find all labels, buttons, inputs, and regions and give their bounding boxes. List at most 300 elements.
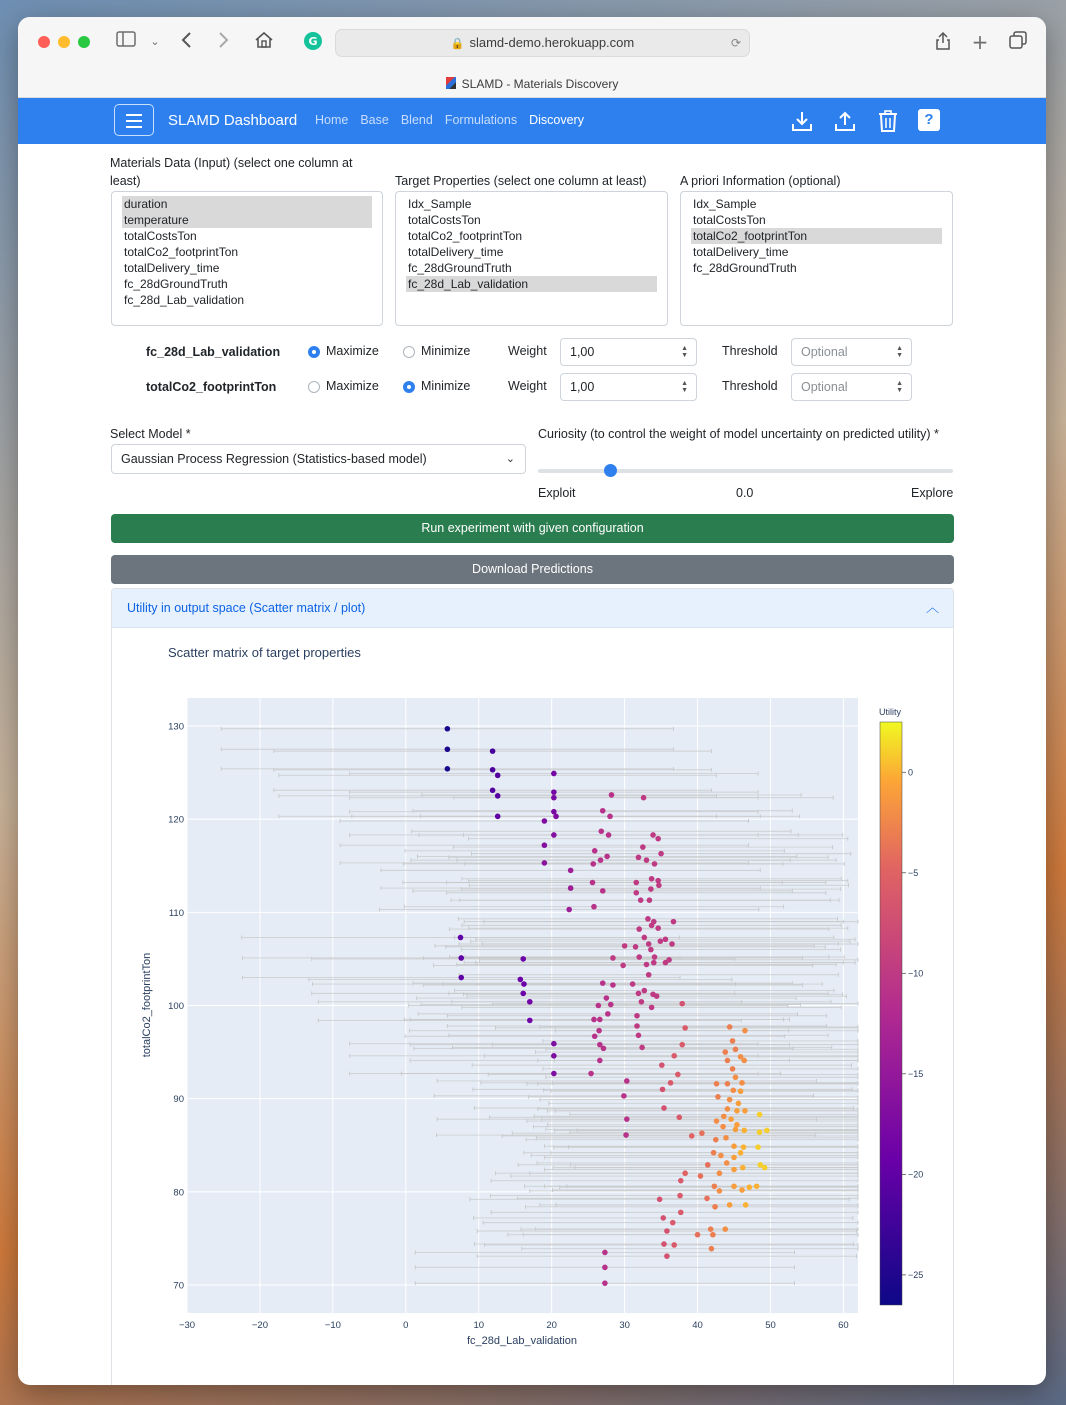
property-row	[18, 338, 1046, 368]
data-point	[604, 995, 610, 1001]
data-point	[636, 991, 642, 997]
colorbar-tick-label: −15	[908, 1068, 924, 1079]
data-point	[644, 962, 650, 968]
discovery-page	[18, 143, 1046, 1385]
data-point	[607, 814, 613, 820]
url-text: slamd-demo.herokuapp.com	[469, 35, 635, 50]
colorbar-tick-label: −10	[908, 968, 924, 979]
window-controls	[38, 36, 90, 48]
data-point	[445, 726, 451, 732]
y-tick-label: 130	[168, 721, 184, 733]
colorbar-tick-label: −5	[908, 867, 919, 878]
data-point	[608, 1002, 614, 1008]
data-point	[639, 1045, 645, 1051]
colorbar-tick-label: 0	[908, 767, 914, 778]
scatter-accordion	[111, 588, 954, 1385]
download-icon[interactable]	[790, 109, 814, 133]
download-predictions-button[interactable]: Download Predictions	[111, 555, 954, 584]
data-point	[647, 897, 653, 903]
data-point	[657, 1197, 663, 1203]
data-point	[722, 1226, 728, 1232]
data-point	[651, 960, 657, 966]
data-point	[742, 1108, 748, 1114]
threshold-input[interactable]	[791, 373, 912, 401]
data-point	[609, 792, 615, 798]
apriori-option[interactable]: totalDelivery_time	[693, 245, 789, 259]
data-point	[490, 787, 496, 793]
minimize-label[interactable]: Minimize	[421, 379, 471, 393]
data-point	[551, 771, 557, 777]
nav-base[interactable]: Base	[360, 113, 389, 127]
data-point	[671, 1242, 677, 1248]
data-point	[590, 861, 596, 867]
data-point	[521, 981, 527, 987]
data-point	[764, 1128, 770, 1134]
materials-option[interactable]: temperature	[122, 212, 372, 228]
data-point	[610, 955, 616, 961]
data-point	[658, 938, 664, 944]
materials-option[interactable]: fc_28dGroundTruth	[124, 277, 228, 291]
maximize-label[interactable]: Maximize	[326, 379, 379, 393]
targets-option[interactable]: totalCostsTon	[408, 213, 481, 227]
property-name: totalCo2_footprintTon	[146, 380, 277, 394]
data-point	[642, 988, 648, 994]
data-point	[714, 1081, 720, 1087]
data-point	[636, 926, 642, 932]
spinner-icon[interactable]: ▲ ▼	[681, 345, 688, 359]
data-point	[600, 980, 606, 986]
data-point	[604, 854, 610, 860]
upload-icon[interactable]	[833, 109, 857, 133]
data-point	[738, 1150, 744, 1156]
back-icon[interactable]	[176, 31, 198, 53]
data-point	[623, 1132, 629, 1138]
targets-option[interactable]: Idx_Sample	[408, 197, 472, 211]
data-point	[695, 1232, 701, 1238]
data-point	[610, 982, 616, 988]
y-tick-label: 70	[173, 1280, 184, 1292]
data-point	[742, 1028, 748, 1034]
targets-label: Target Properties (select one column at least)	[395, 174, 647, 188]
data-point	[705, 1162, 711, 1168]
materials-label: Materials Data (Input) (select one column at least)	[110, 156, 353, 188]
translate-reload-icon[interactable]: ⟳	[730, 36, 741, 50]
data-point	[602, 1265, 608, 1271]
data-point	[668, 1080, 674, 1086]
data-point	[649, 876, 655, 882]
nav-links	[315, 113, 584, 127]
data-point	[592, 1033, 598, 1039]
materials-option[interactable]: totalCostsTon	[124, 229, 197, 243]
minimize-radio[interactable]	[403, 381, 415, 393]
browser-window	[18, 17, 1046, 1385]
data-point	[741, 1128, 747, 1134]
data-point	[740, 1165, 746, 1171]
data-point	[655, 836, 661, 842]
data-point	[671, 1053, 677, 1059]
data-point	[660, 1087, 666, 1093]
nav-formulations[interactable]: Formulations	[444, 113, 518, 127]
minimize-radio[interactable]	[403, 346, 415, 358]
data-point	[495, 773, 501, 779]
data-point	[605, 1011, 611, 1017]
targets-listbox[interactable]	[395, 191, 668, 326]
model-select[interactable]	[111, 444, 526, 474]
sidebar-icon[interactable]	[115, 31, 137, 53]
weight-input[interactable]	[560, 373, 697, 401]
data-point	[596, 1003, 602, 1009]
colorbar	[880, 722, 902, 1305]
data-point	[597, 1017, 603, 1023]
model-value: Gaussian Process Regression (Statistics-based model)	[121, 452, 427, 466]
data-point	[727, 1024, 733, 1030]
apriori-option[interactable]: totalCo2_footprintTon	[691, 228, 942, 244]
data-point	[624, 1116, 630, 1122]
forward-icon[interactable]	[212, 31, 234, 53]
data-point	[490, 767, 496, 773]
curiosity-value: 0.0	[736, 486, 754, 500]
data-point	[710, 1232, 716, 1238]
data-point	[741, 1058, 747, 1064]
model-label: Select Model *	[110, 427, 191, 441]
materials-option[interactable]: totalDelivery_time	[124, 261, 220, 275]
x-tick-label: 0	[403, 1320, 409, 1331]
data-point	[592, 848, 598, 854]
data-point	[458, 975, 464, 981]
data-point	[664, 1253, 670, 1259]
data-point	[600, 888, 606, 894]
data-point	[639, 999, 645, 1005]
y-tick-label: 120	[168, 814, 184, 826]
threshold-label: Threshold	[722, 379, 778, 393]
apriori-option[interactable]: Idx_Sample	[693, 197, 757, 211]
spinner-icon[interactable]: ▲ ▼	[681, 380, 688, 394]
data-point	[658, 851, 664, 857]
data-point	[634, 1023, 640, 1029]
data-point	[728, 1116, 734, 1122]
data-point	[633, 880, 639, 886]
data-point	[642, 935, 648, 941]
maximize-label[interactable]: Maximize	[326, 344, 379, 358]
home-icon[interactable]	[253, 31, 275, 53]
data-point	[600, 808, 606, 814]
data-point	[711, 1150, 717, 1156]
chevron-down-icon[interactable]: ⌄	[150, 35, 160, 48]
chevron-down-icon: ⌄	[505, 453, 515, 465]
y-tick-label: 100	[168, 1001, 184, 1012]
colorbar-tick-label: −20	[908, 1169, 924, 1180]
x-tick-label: −10	[324, 1320, 341, 1331]
materials-option[interactable]: duration	[122, 196, 372, 212]
data-point	[669, 941, 675, 947]
data-point	[649, 1005, 655, 1011]
x-tick-label: 40	[692, 1320, 703, 1331]
apriori-option[interactable]: totalCostsTon	[693, 213, 766, 227]
threshold-placeholder: Optional	[801, 380, 848, 394]
materials-listbox[interactable]	[111, 191, 383, 326]
data-point	[620, 963, 626, 969]
maximize-radio[interactable]	[308, 346, 320, 358]
data-point	[650, 832, 656, 838]
data-point	[717, 1188, 723, 1194]
x-tick-label: 50	[765, 1320, 776, 1331]
data-point	[518, 977, 524, 983]
data-point	[621, 1093, 627, 1099]
data-point	[527, 999, 533, 1005]
data-point	[551, 832, 557, 838]
data-point	[598, 828, 604, 834]
grammarly-icon[interactable]	[302, 31, 324, 53]
data-point	[551, 1041, 557, 1047]
data-point	[645, 916, 651, 922]
data-point	[652, 954, 658, 960]
data-point	[724, 1160, 730, 1166]
data-point	[762, 1165, 768, 1171]
data-point	[733, 1074, 739, 1080]
scatter-chart	[112, 627, 953, 1385]
data-point	[661, 1105, 667, 1111]
chart-title: Scatter matrix of target properties	[168, 645, 361, 660]
data-point	[727, 1202, 733, 1208]
data-point	[633, 944, 639, 950]
data-point	[591, 904, 597, 910]
targets-option[interactable]: totalCo2_footprintTon	[408, 229, 523, 243]
data-point	[747, 1184, 753, 1190]
lock-icon: 🔒	[450, 38, 465, 50]
data-point	[743, 1202, 749, 1208]
data-point	[644, 857, 650, 863]
data-point	[527, 1018, 533, 1024]
data-point	[520, 991, 526, 997]
weight-value: 1,00	[570, 345, 595, 359]
data-point	[624, 1078, 630, 1084]
data-point	[709, 1246, 715, 1252]
menu-toggle-button[interactable]	[114, 104, 154, 136]
weight-value: 1,00	[570, 380, 595, 394]
data-point	[731, 1143, 737, 1149]
data-point	[678, 1210, 684, 1216]
data-point	[731, 1167, 737, 1173]
data-point	[542, 842, 548, 848]
data-point	[490, 748, 496, 754]
curiosity-slider-thumb[interactable]	[604, 464, 617, 477]
data-point	[738, 1088, 744, 1094]
data-point	[602, 1280, 608, 1286]
data-point	[733, 1046, 739, 1052]
accordion-title: Utility in output space (Scatter matrix / plot)	[127, 601, 366, 615]
data-point	[649, 923, 655, 929]
x-axis-label: fc_28d_Lab_validation	[466, 1335, 578, 1347]
data-point	[678, 1178, 684, 1184]
x-tick-label: −30	[178, 1320, 196, 1331]
data-point	[741, 1144, 747, 1150]
curiosity-slider-track[interactable]	[538, 469, 953, 473]
brand-title[interactable]: SLAMD Dashboard	[168, 112, 298, 129]
explore-label: Explore	[911, 486, 954, 500]
nav-blend[interactable]: Blend	[400, 113, 433, 127]
accordion-header[interactable]	[112, 589, 953, 628]
data-point	[730, 1087, 736, 1093]
targets-option[interactable]: fc_28dGroundTruth	[408, 261, 512, 275]
scatter-plot	[112, 627, 953, 1385]
nav-home[interactable]: Home	[315, 113, 349, 127]
data-point	[640, 844, 646, 850]
data-point	[682, 1025, 688, 1031]
y-tick-label: 110	[168, 907, 184, 919]
x-tick-label: 20	[546, 1320, 557, 1331]
data-point	[636, 954, 642, 960]
data-point	[596, 1028, 602, 1034]
data-point	[588, 1071, 594, 1077]
tab-overview-icon[interactable]	[1007, 31, 1029, 53]
targets-option[interactable]: totalDelivery_time	[408, 245, 504, 259]
data-point	[551, 795, 557, 801]
data-point	[671, 919, 677, 925]
data-point	[682, 1170, 688, 1176]
minimize-window-button[interactable]	[58, 36, 70, 48]
data-point	[551, 1053, 557, 1059]
data-point	[648, 886, 654, 892]
data-point	[699, 1130, 705, 1136]
data-point	[655, 925, 661, 931]
data-point	[601, 1046, 607, 1052]
data-point	[755, 1144, 761, 1150]
data-point	[646, 941, 652, 947]
data-point	[622, 943, 628, 949]
colorbar-tick-label: −25	[908, 1269, 924, 1280]
data-point	[757, 1112, 763, 1118]
nav-discovery[interactable]: Discovery	[529, 113, 584, 127]
threshold-input[interactable]	[791, 338, 912, 366]
weight-label: Weight	[508, 344, 547, 358]
data-point	[712, 1204, 718, 1210]
data-point	[725, 1081, 731, 1087]
data-point	[717, 1170, 723, 1176]
tab-title: SLAMD - Materials Discovery	[461, 77, 619, 91]
data-point	[677, 1193, 683, 1199]
maximize-radio[interactable]	[308, 381, 320, 393]
spinner-icon[interactable]: ▲ ▼	[896, 380, 903, 394]
x-tick-label: −20	[251, 1320, 268, 1331]
data-point	[633, 890, 639, 896]
data-point	[591, 1017, 597, 1023]
data-point	[725, 1106, 731, 1112]
data-point	[636, 1033, 642, 1039]
data-point	[757, 1129, 763, 1135]
data-point	[648, 947, 654, 953]
svg-text:G: G	[308, 35, 318, 48]
minimize-label[interactable]: Minimize	[421, 344, 471, 358]
data-point	[727, 1097, 733, 1103]
data-point	[754, 1183, 760, 1189]
browser-toolbar	[18, 17, 1046, 98]
new-tab-icon[interactable]: +	[971, 30, 989, 54]
weight-input[interactable]	[560, 338, 697, 366]
help-button[interactable]: ?	[918, 109, 940, 131]
data-point	[679, 1001, 685, 1007]
data-point	[568, 885, 574, 891]
spinner-icon[interactable]: ▲ ▼	[896, 345, 903, 359]
data-point	[725, 1058, 731, 1064]
chevron-up-icon[interactable]: ︿	[925, 600, 939, 615]
targets-option[interactable]: fc_28d_Lab_validation	[406, 276, 657, 292]
data-point	[679, 1042, 685, 1048]
apriori-option[interactable]: fc_28dGroundTruth	[693, 261, 797, 275]
data-point	[664, 1228, 670, 1234]
data-point	[718, 1153, 724, 1159]
data-point	[654, 993, 660, 999]
close-window-button[interactable]	[38, 36, 50, 48]
trash-icon[interactable]	[876, 109, 900, 133]
data-point	[721, 1114, 727, 1120]
exploit-label: Exploit	[538, 486, 576, 500]
data-point	[568, 868, 574, 874]
run-experiment-button[interactable]: Run experiment with given configuration	[111, 514, 954, 543]
data-point	[675, 1072, 681, 1078]
share-icon[interactable]	[932, 31, 954, 53]
data-point	[636, 855, 642, 861]
data-point	[731, 1183, 737, 1189]
data-point	[520, 956, 526, 962]
y-axis-label: totalCo2_footprintTon	[141, 952, 153, 1058]
active-tab[interactable]	[18, 77, 1046, 91]
data-point	[704, 1196, 710, 1202]
threshold-placeholder: Optional	[801, 345, 848, 359]
data-point	[606, 832, 612, 838]
data-point	[458, 935, 464, 941]
threshold-label: Threshold	[722, 344, 778, 358]
apriori-listbox[interactable]	[680, 191, 953, 326]
data-point	[715, 1094, 721, 1100]
materials-option[interactable]: totalCo2_footprintTon	[124, 245, 239, 259]
colorbar-title: Utility	[879, 707, 901, 717]
x-tick-label: 60	[838, 1320, 849, 1331]
data-point	[712, 1183, 718, 1189]
data-point	[445, 766, 451, 772]
data-point	[733, 1127, 739, 1133]
data-point	[660, 1215, 666, 1221]
zoom-window-button[interactable]	[78, 36, 90, 48]
data-point	[730, 1066, 736, 1072]
data-point	[495, 814, 501, 820]
data-point	[663, 937, 669, 943]
data-point	[634, 1013, 640, 1019]
data-point	[730, 1038, 736, 1044]
data-point	[458, 955, 464, 961]
data-point	[638, 897, 644, 903]
x-tick-label: 10	[473, 1320, 485, 1331]
address-bar[interactable]	[335, 29, 750, 57]
data-point	[542, 860, 548, 866]
x-tick-label: 30	[619, 1320, 630, 1331]
data-point	[661, 1241, 667, 1247]
data-point	[652, 861, 658, 867]
data-point	[677, 1115, 683, 1121]
data-point	[714, 1118, 720, 1124]
data-point	[739, 1080, 745, 1086]
data-point	[445, 746, 451, 752]
data-point	[646, 972, 652, 978]
data-point	[739, 1187, 745, 1193]
materials-option[interactable]: fc_28d_Lab_validation	[124, 293, 245, 307]
data-point	[736, 1101, 742, 1107]
y-tick-label: 80	[173, 1187, 184, 1199]
data-point	[731, 1155, 737, 1161]
y-tick-label: 90	[173, 1094, 184, 1106]
slamd-favicon-icon	[446, 77, 456, 89]
curiosity-label: Curiosity (to control the weight of model uncertainty on predicted utility) *	[538, 427, 939, 441]
data-point	[722, 1049, 728, 1055]
